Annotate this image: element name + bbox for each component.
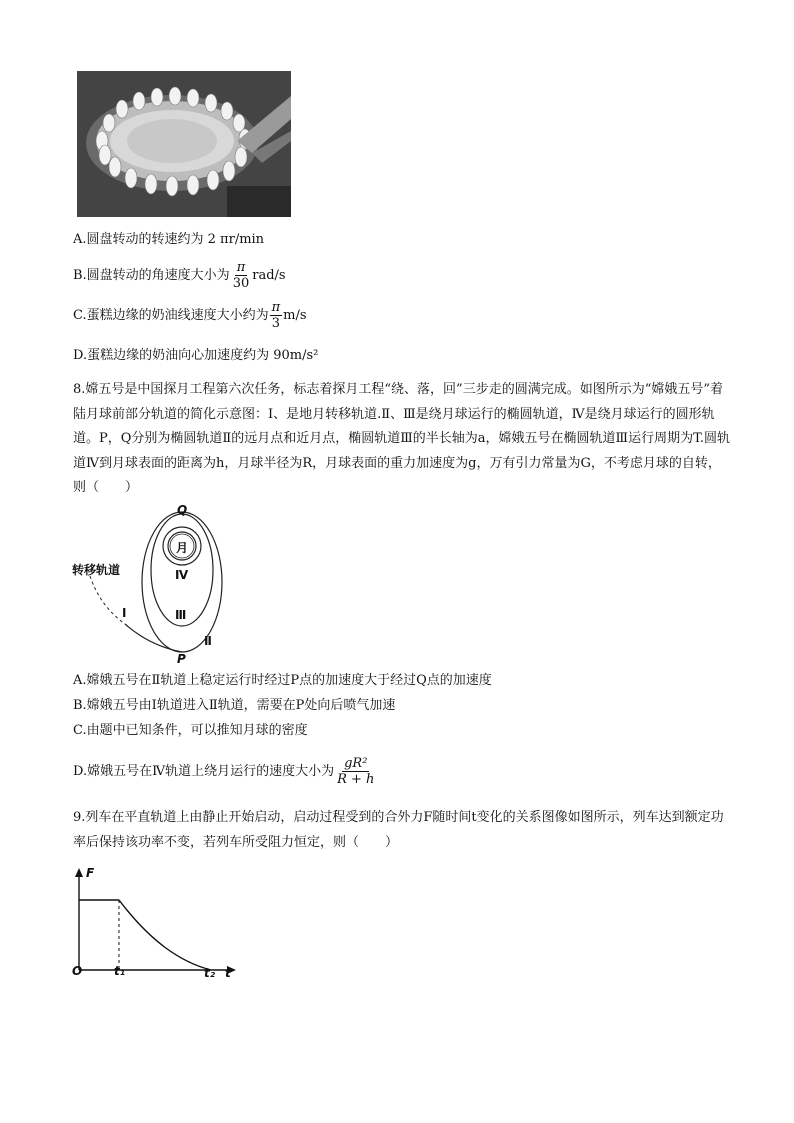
q8-option-a: A.嫦娥五号在Ⅱ轨道上稳定运行时经过P点的加速度大于经过Q点的加速度 (73, 673, 492, 688)
axis-t-label: t (225, 966, 231, 980)
q8-option-d-fraction (335, 756, 376, 787)
t1-label: t₁ (114, 964, 125, 978)
transfer-orbit-label: 转移轨道 (72, 563, 121, 577)
force-time-graph (70, 866, 240, 986)
fraction-numerator: π (271, 300, 281, 315)
q8-option-d (73, 752, 377, 792)
q7-option-c-fraction (270, 300, 283, 331)
orbit-ii-label: Ⅱ (204, 634, 212, 648)
orbit-iii-label: Ⅲ (175, 608, 187, 622)
q7-option-b-unit: rad/s (252, 268, 286, 283)
axis-f-label: F (86, 866, 95, 880)
point-q-label: Q (177, 503, 188, 517)
orbit-iv-label: Ⅳ (175, 568, 189, 582)
q7-option-d: D.蛋糕边缘的奶油向心加速度约为 90m/s² (73, 348, 319, 363)
orbit-i-label: Ⅰ (122, 606, 127, 620)
q7-option-b-prefix: B.圆盘转动的角速度大小为 (73, 268, 230, 283)
fraction-denominator: 3 (271, 316, 281, 331)
q7-option-c (73, 298, 307, 334)
q7-option-b (73, 258, 286, 294)
q8-option-c: C.由题中已知条件，可以推知月球的密度 (73, 723, 308, 738)
q7-option-c-unit: m/s (283, 308, 307, 323)
q8-stem: 8.嫦五号是中国探月工程第六次任务，标志着探月工程“绕、落，回”三步走的圆满完成。如图所示为“嫦娥五号”着陆月球前部分轨道的简化示意图：Ⅰ、是地月转移轨道.Ⅱ、Ⅲ是绕月球运行的椭圆轨道，Ⅳ是绕月球运行的圆形轨道。P，Q分别为椭圆轨道Ⅱ的远月点和近月点，椭圆轨道Ⅲ的半长轴为a，嫦娥五号在椭圆轨道Ⅲ运行周期为T.圆轨道Ⅳ到月球表面的距离为h，月球半径为R，月球表面的重力加速度为g，万有引力常量为G，不考虑月球的自转，则（ ） (73, 382, 730, 495)
q7-option-a: A.圆盘转动的转速约为 2 πr/min (73, 232, 265, 247)
origin-label: O (72, 964, 83, 978)
fraction-denominator: 30 (232, 276, 250, 291)
fraction-denominator: R + h (337, 772, 375, 787)
q9-stem: 9.列车在平直轨道上由静止开始启动，启动过程受到的合外力F随时间t变化的关系图像如图所示，列车达到额定功率后保持该功率不变，若列车所受阻力恒定，则（ ） (73, 810, 724, 850)
moon-label: 月 (176, 541, 189, 555)
fraction-numerator: π (236, 260, 246, 275)
q7-option-c-prefix: C.蛋糕边缘的奶油线速度大小约为 (73, 308, 269, 323)
q7-option-b-fraction (231, 260, 252, 291)
q8-option-d-prefix: D.嫦娥五号在Ⅳ轨道上绕月运行的速度大小为 (73, 764, 335, 779)
orbit-diagram (70, 503, 230, 666)
q8-option-b: B.嫦娥五号由Ⅰ轨道进入Ⅱ轨道，需要在P处向后喷气加速 (73, 698, 396, 713)
fraction-numerator: gR² (344, 756, 368, 771)
cake-photo (77, 71, 291, 217)
t2-label: t₂ (204, 966, 215, 980)
point-p-label: P (177, 652, 186, 666)
